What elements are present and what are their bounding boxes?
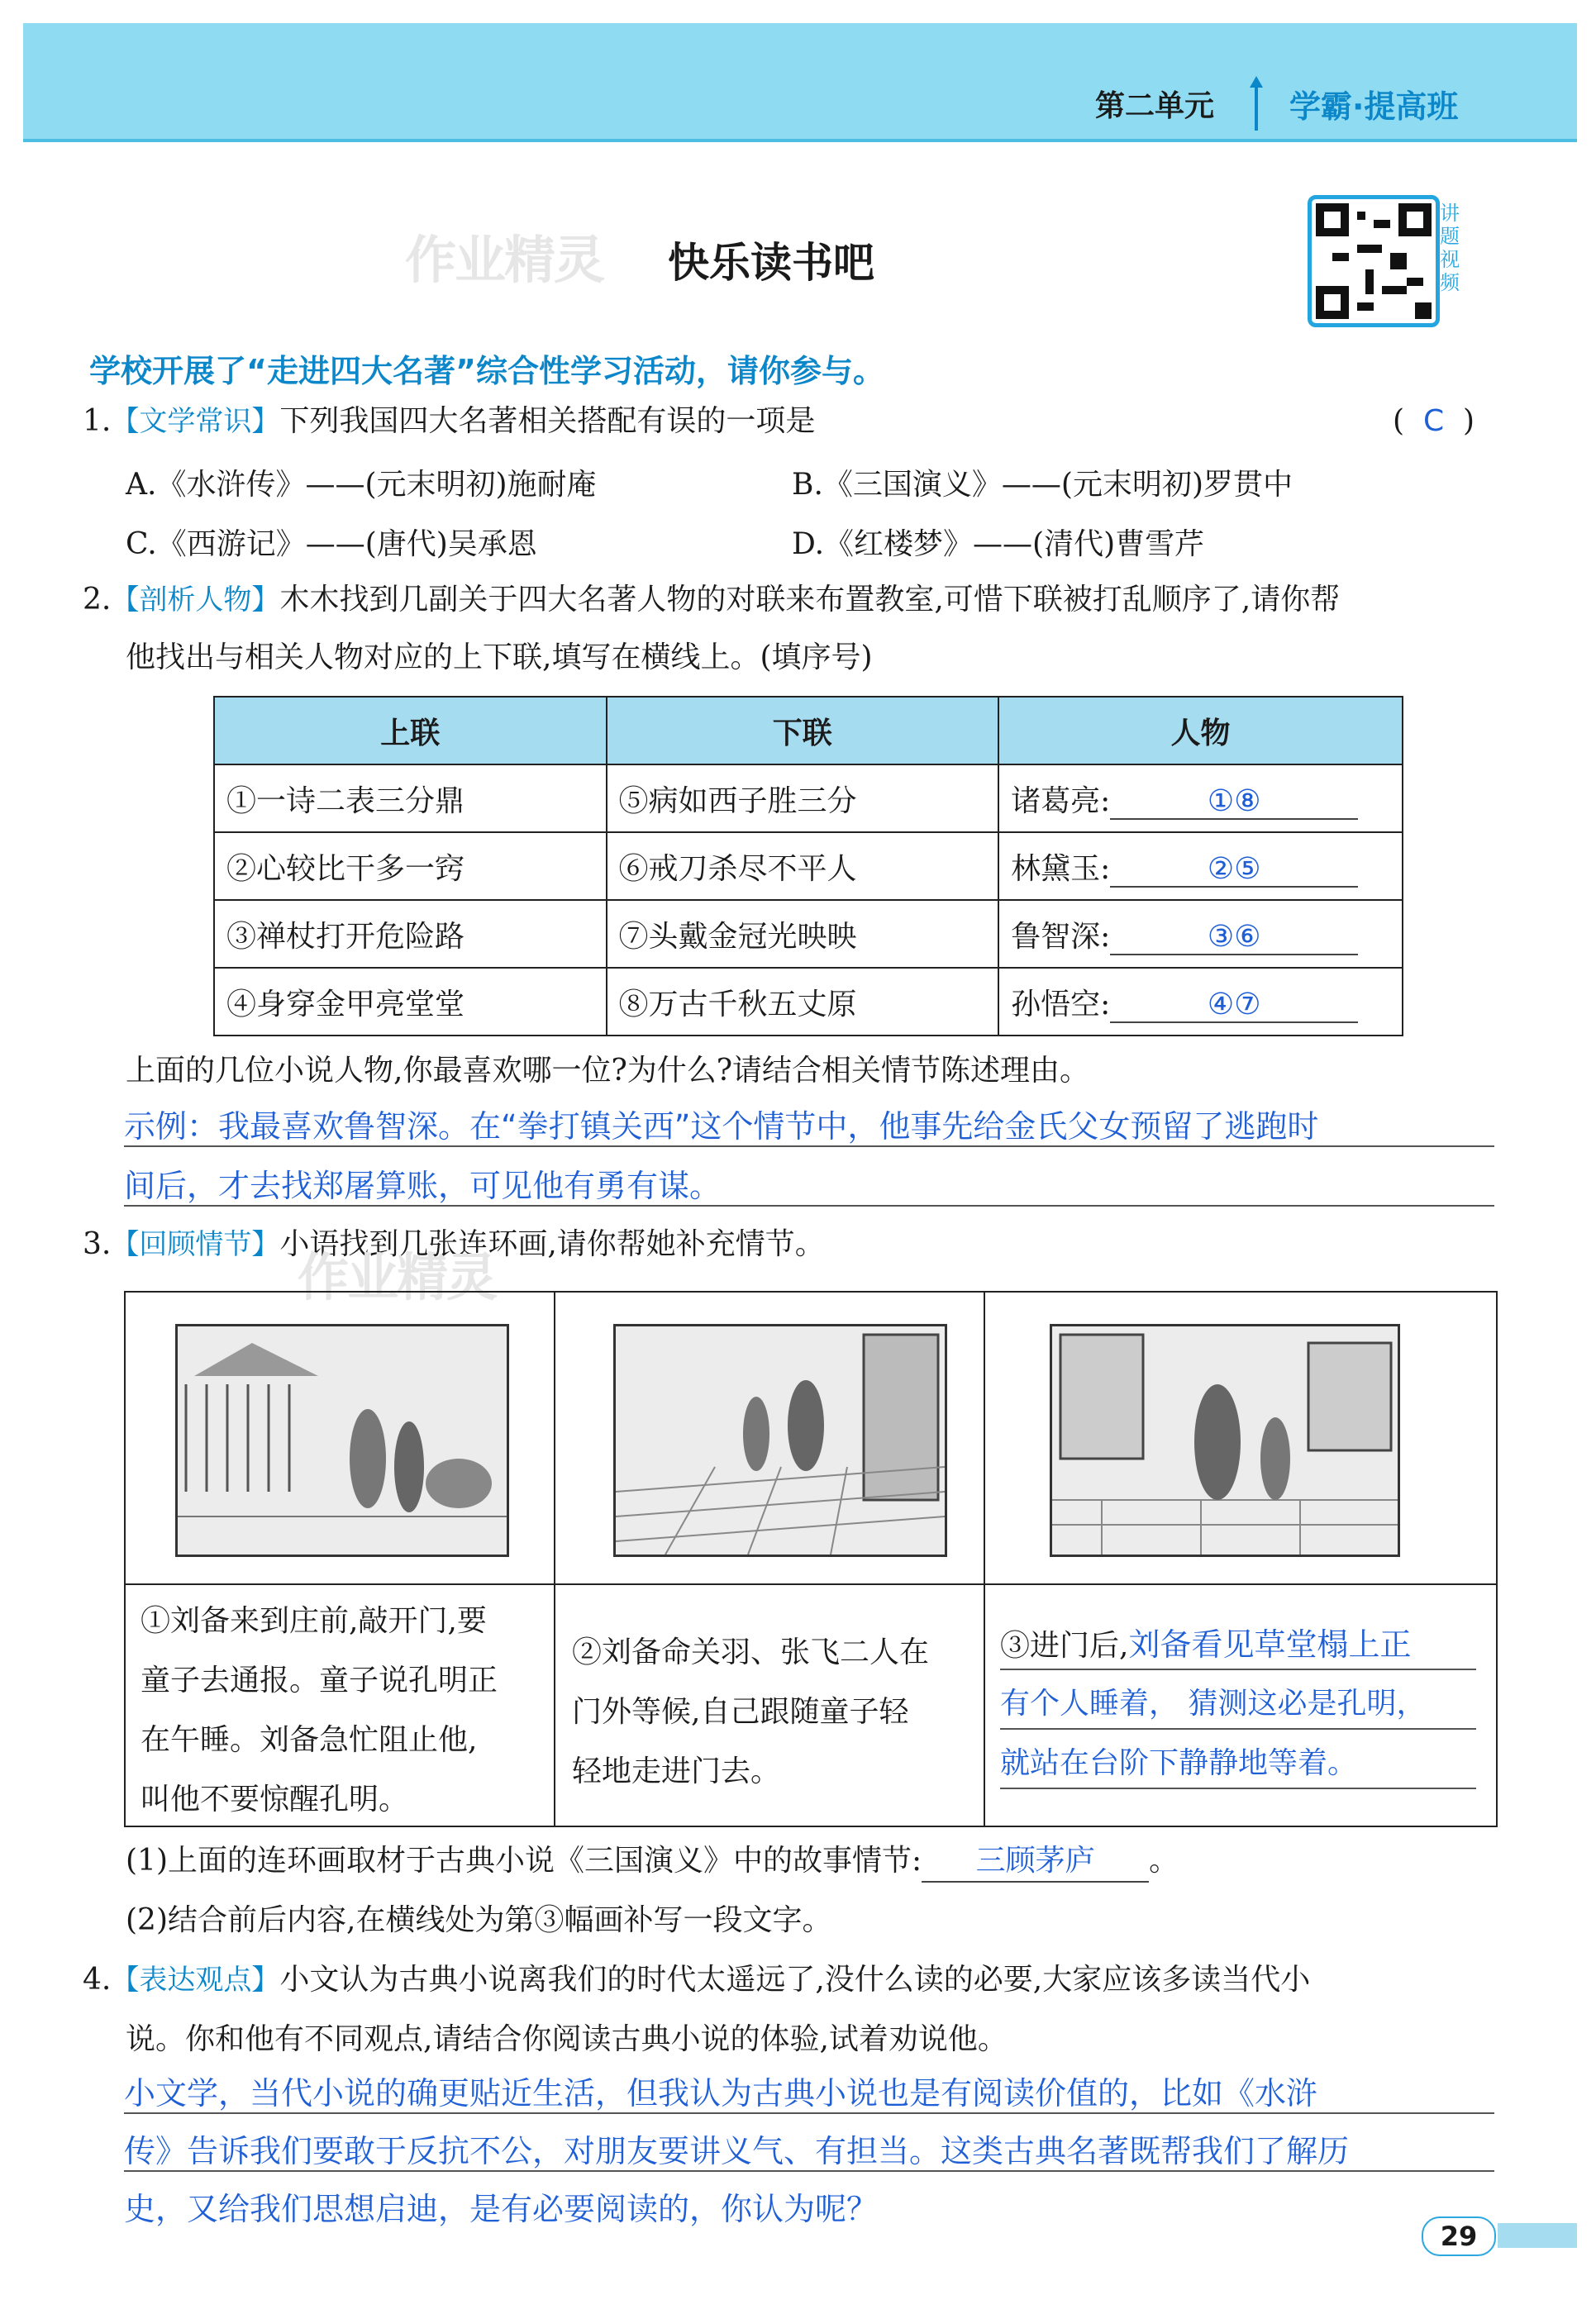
option-d: D.《红楼梦》——(清代)曹雪芹 <box>792 527 1205 561</box>
character-cell <box>998 832 1403 900</box>
caption-line: 叫他不要惊醒孔明。 <box>141 1783 409 1816</box>
answer-rule <box>124 2170 1494 2172</box>
caption-line: 轻地走进门去。 <box>572 1755 781 1788</box>
qr-label: 讲题视频 <box>1440 202 1460 294</box>
comic-image-1 <box>175 1324 509 1557</box>
character-name: 孙悟空: <box>1011 987 1111 1021</box>
answer-rule <box>124 1205 1494 1207</box>
caption-line: 门外等候,自己跟随童子轻 <box>572 1695 909 1729</box>
comic-strip-grid <box>124 1291 1498 1827</box>
answer-line: 传》告诉我们要敢于反抗不公，对朋友要讲义气、有担当。这类古典名著既帮我们了解历 <box>124 2133 1350 2169</box>
question-tag: 【回顾情节】 <box>111 1228 280 1261</box>
answer-choice: C <box>1422 404 1445 438</box>
lower-couplet: ⑥戒刀杀尽不平人 <box>607 832 999 900</box>
question-text: 下列我国四大名著相关搭配有误的一项是 <box>279 404 816 438</box>
up-arrow-icon <box>1248 74 1265 132</box>
answer-line: 有个人睡着， 猜测这必是孔明， <box>1000 1687 1427 1721</box>
lower-couplet: ⑦头戴金冠光映映 <box>607 900 999 968</box>
question-number: 3. <box>83 1227 112 1261</box>
column-header: 上联 <box>214 697 607 764</box>
caption-1 <box>141 1592 498 1830</box>
column-header: 人物 <box>998 697 1403 764</box>
answer-line: 就站在台阶下静静地等着。 <box>1000 1746 1358 1780</box>
lower-couplet: ⑧万古千秋五丈原 <box>607 968 999 1036</box>
caption-2 <box>572 1623 929 1802</box>
caption-line: 童子去通报。童子说孔明正 <box>141 1664 498 1697</box>
sub-question-end: 。 <box>1149 1844 1179 1878</box>
question-number: 1. <box>83 404 112 438</box>
page-title: 快乐读书吧 <box>668 239 874 287</box>
upper-couplet: ③禅杖打开危险路 <box>214 900 607 968</box>
grid-divider <box>126 1583 1496 1585</box>
question-2 <box>83 580 1340 620</box>
caption-line: ②刘备命关羽、张飞二人在 <box>572 1636 930 1669</box>
question-text-cont: 他找出与相关人物对应的上下联,填写在横线上。(填序号) <box>126 640 873 674</box>
answer-line: 示例：我最喜欢鲁智深。在“拳打镇关西”这个情节中，他事先给金氏父女预留了逃跑时 <box>124 1108 1319 1145</box>
character-cell <box>998 900 1403 968</box>
brand-label: 学霸·提高班 <box>1289 88 1459 125</box>
comic-image-3 <box>1050 1324 1400 1557</box>
caption-3 <box>1000 1615 1411 1676</box>
question-tag: 【文学常识】 <box>111 405 280 438</box>
answer-line: 史，又给我们思想启迪，是有必要阅读的，你认为呢？ <box>124 2191 879 2227</box>
answer-blank[interactable]: ③⑥ <box>1110 920 1358 955</box>
answer-rule <box>1000 1788 1476 1789</box>
answer-rule <box>124 2112 1494 2114</box>
upper-couplet: ②心较比干多一窍 <box>214 832 607 900</box>
character-name: 林黛玉: <box>1011 851 1111 886</box>
answer-rule <box>1000 1728 1476 1730</box>
question-text-cont: 说。你和他有不同观点,请结合你阅读古典小说的体验,试着劝说他。 <box>126 2022 1008 2056</box>
table-row <box>214 832 1403 900</box>
answer-line: 间后，才去找郑屠算账，可见他有勇有谋。 <box>124 1168 722 1204</box>
question-1 <box>83 402 815 441</box>
follow-up-question: 上面的几位小说人物,你最喜欢哪一位?为什么?请结合相关情节陈述理由。 <box>126 1054 1090 1088</box>
sub-question-text: (1)上面的连环画取材于古典小说《三国演义》中的故事情节: <box>126 1844 922 1878</box>
column-header: 下联 <box>607 697 999 764</box>
watermark: 作业精灵 <box>298 1247 497 1307</box>
answer-rule <box>124 1145 1494 1147</box>
page-number-bar <box>1498 2223 1577 2248</box>
option-c: C.《西游记》——(唐代)吴承恩 <box>126 527 537 561</box>
answer-blank[interactable]: ④⑦ <box>1110 988 1358 1023</box>
sub-question-1 <box>126 1841 1179 1883</box>
unit-label: 第二单元 <box>1095 89 1215 123</box>
table-row <box>214 900 1403 968</box>
question-4 <box>83 1960 1310 2000</box>
lower-couplet: ⑤病如西子胜三分 <box>607 764 999 832</box>
upper-couplet: ④身穿金甲亮堂堂 <box>214 968 607 1036</box>
character-cell <box>998 968 1403 1036</box>
question-number: 4. <box>83 1963 112 1997</box>
activity-intro: 学校开展了“走进四大名著”综合性学习活动，请你参与。 <box>89 353 884 389</box>
upper-couplet: ①一诗二表三分鼎 <box>214 764 607 832</box>
question-text: 木木找到几副关于四大名著人物的对联来布置教室,可惜下联被打乱顺序了,请你帮 <box>279 583 1341 617</box>
table-row <box>214 764 1403 832</box>
character-name: 鲁智深: <box>1011 919 1111 954</box>
question-tag: 【剖析人物】 <box>111 583 280 617</box>
answer-blank[interactable]: ①⑧ <box>1110 784 1358 820</box>
answer-line: 小文学，当代小说的确更贴近生活，但我认为古典小说也是有阅读价值的，比如《水浒 <box>124 2075 1318 2112</box>
answer-bracket: ( C ) <box>1393 404 1475 438</box>
answer-rule <box>1000 1669 1476 1670</box>
option-a: A.《水浒传》——(元末明初)施耐庵 <box>126 468 597 502</box>
couplet-table <box>213 696 1403 1036</box>
caption-line: ①刘备来到庄前,敲开门,要 <box>141 1604 487 1638</box>
page-number: 29 <box>1422 2216 1496 2256</box>
table-row <box>214 968 1403 1036</box>
answer-line: 刘备看见草堂榻上正 <box>1128 1626 1412 1663</box>
question-tag: 【表达观点】 <box>111 1964 280 1997</box>
answer-blank[interactable]: ②⑤ <box>1110 852 1358 888</box>
watermark: 作业精灵 <box>405 230 604 290</box>
qr-code-icon[interactable] <box>1308 195 1440 327</box>
character-cell <box>998 764 1403 832</box>
option-b: B.《三国演义》——(元末明初)罗贯中 <box>792 468 1293 502</box>
question-number: 2. <box>83 583 112 617</box>
sub-question-2: (2)结合前后内容,在横线处为第③幅画补写一段文字。 <box>126 1903 832 1937</box>
character-name: 诸葛亮: <box>1011 783 1111 818</box>
caption-line: 在午睡。刘备急忙阻止他, <box>141 1723 478 1757</box>
question-text: 小语找到几张连环画,请你帮她补充情节。 <box>279 1227 825 1261</box>
answer-blank[interactable]: 三顾茅庐 <box>922 1841 1149 1883</box>
caption-prefix: ③进门后, <box>1000 1629 1129 1663</box>
question-text: 小文认为古典小说离我们的时代太遥远了,没什么读的必要,大家应该多读当代小 <box>279 1963 1311 1997</box>
comic-image-2 <box>613 1324 947 1557</box>
